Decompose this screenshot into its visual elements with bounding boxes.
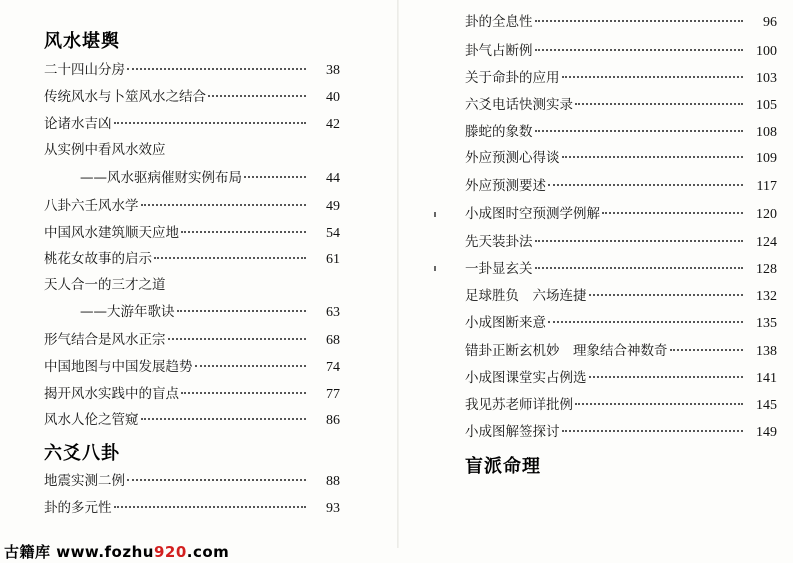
toc-entry[interactable]: 传统风水与卜筮风水之结合 40 bbox=[44, 89, 340, 105]
toc-entry[interactable]: 地震实测二例 88 bbox=[44, 473, 340, 489]
toc-entry[interactable]: 我见苏老师详批例 145 bbox=[465, 397, 777, 413]
toc-entry[interactable]: 关于命卦的应用 103 bbox=[465, 70, 777, 86]
toc-entry[interactable]: 揭开风水实践中的盲点 77 bbox=[44, 386, 340, 402]
toc-entry[interactable]: 八卦六壬风水学 49 bbox=[44, 198, 340, 214]
toc-entry[interactable]: 风水人伦之管窥 86 bbox=[44, 412, 340, 428]
section-title-fengshui: 风水堪舆 bbox=[44, 31, 120, 52]
section-title-mangpai: 盲派命理 bbox=[465, 456, 541, 477]
toc-entry[interactable]: 小成图解签探讨 149 bbox=[465, 424, 777, 440]
toc-entry[interactable]: 小成图时空预测学例解 120 bbox=[465, 206, 777, 222]
right-page bbox=[398, 0, 793, 540]
toc-entry[interactable]: 先天装卦法 124 bbox=[465, 234, 777, 250]
toc-entry[interactable]: 二十四山分房 38 bbox=[44, 62, 340, 78]
toc-entry[interactable]: 卦的多元性 93 bbox=[44, 500, 340, 516]
toc-entry[interactable]: 外应预测要述 117 bbox=[465, 178, 777, 194]
toc-entry[interactable]: 一卦显玄关 128 bbox=[465, 261, 777, 277]
toc-entry[interactable]: 外应预测心得谈 109 bbox=[465, 150, 777, 166]
toc-entry[interactable]: 论诸水吉凶 42 bbox=[44, 116, 340, 132]
toc-entry[interactable]: 卦的全息性 96 bbox=[465, 14, 777, 30]
scan-speck bbox=[434, 212, 436, 217]
toc-entry[interactable]: 小成图断来意 135 bbox=[465, 315, 777, 331]
toc-entry[interactable]: 形气结合是风水正宗 68 bbox=[44, 332, 340, 348]
toc-entry[interactable]: 桃花女故事的启示 61 bbox=[44, 251, 340, 267]
toc-entry[interactable]: 中国风水建筑顺天应地 54 bbox=[44, 225, 340, 241]
toc-entry[interactable]: 卦气占断例 100 bbox=[465, 43, 777, 59]
toc-entry-title[interactable]: 从实例中看风水效应 bbox=[44, 142, 166, 158]
site-watermark: 古籍库 www.fozhu920.com bbox=[4, 543, 230, 561]
section-title-liuyao: 六爻八卦 bbox=[44, 443, 120, 464]
toc-entry[interactable]: 滕蛇的象数 108 bbox=[465, 124, 777, 140]
toc-entry[interactable]: 小成图课堂实占例选 141 bbox=[465, 370, 777, 386]
toc-entry[interactable]: 六爻电话快测实录 105 bbox=[465, 97, 777, 113]
toc-entry-title[interactable]: 天人合一的三才之道 bbox=[44, 277, 166, 293]
toc-entry[interactable]: 中国地图与中国发展趋势 74 bbox=[44, 359, 340, 375]
toc-entry[interactable]: 足球胜负 六场连捷 132 bbox=[465, 288, 777, 304]
toc-entry-subtitle[interactable]: ——大游年歌诀 63 bbox=[80, 304, 340, 320]
toc-entry[interactable]: 错卦正断玄机妙 理象结合神数奇 138 bbox=[465, 343, 777, 359]
scan-speck bbox=[434, 266, 436, 271]
left-page bbox=[0, 0, 398, 540]
toc-entry-subtitle[interactable]: ——风水驱病催财实例布局 44 bbox=[80, 170, 340, 186]
